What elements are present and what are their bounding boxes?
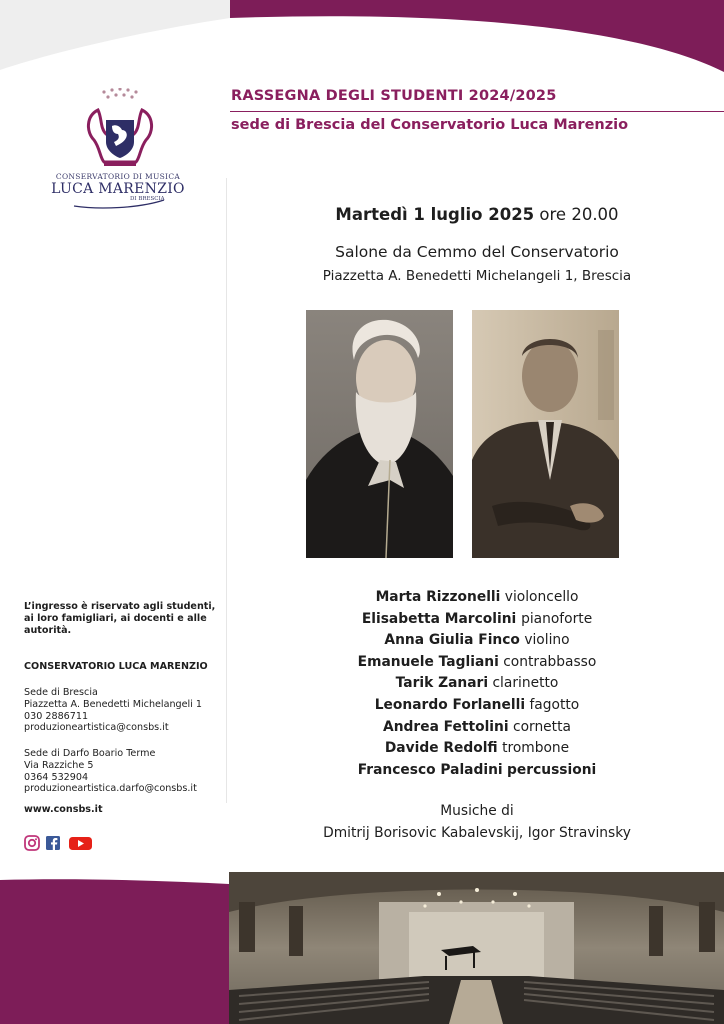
event-venue: Salone da Cemmo del Conservatorio — [335, 243, 619, 261]
social-icons — [24, 834, 94, 852]
composer-portrait-stravinsky — [472, 310, 619, 558]
darfo-contacts — [24, 748, 224, 795]
org-name: CONSERVATORIO LUCA MARENZIO — [24, 661, 208, 672]
performer-instrument: trombone — [502, 740, 570, 757]
facebook-icon[interactable] — [46, 836, 60, 850]
composer-portrait-brahms — [306, 310, 453, 558]
performer-name: Marta Rizzonelli — [375, 589, 501, 605]
music-section — [230, 801, 724, 844]
brescia-contacts — [24, 687, 224, 734]
performers-list — [230, 587, 724, 781]
performer-name: Anna Giulia Finco — [384, 632, 520, 649]
event-date — [230, 205, 724, 224]
performer-name: Davide Redolfi — [384, 740, 498, 757]
brescia-address: Piazzetta A. Benedetti Michelangeli 1 — [24, 698, 203, 710]
brescia-email: produzioneartistica@consbs.it — [24, 722, 169, 734]
darfo-phone: 0364 532904 — [24, 771, 89, 783]
performer-instrument: percussioni — [507, 761, 597, 778]
series-subtitle: sede di Brescia del Conservatorio Luca Marenzio — [231, 117, 629, 133]
performer-row — [230, 630, 724, 652]
performer-instrument: violino — [524, 632, 570, 649]
performer-name: Elisabetta Marcolini — [361, 610, 522, 627]
logo-line2: LUCA MARENZIO — [51, 181, 185, 197]
performer-instrument: clarinetto — [492, 675, 559, 692]
performer-instrument: fagotto — [529, 696, 580, 713]
darfo-address: Via Razziche 5 — [24, 759, 94, 771]
performer-row — [230, 587, 724, 609]
brescia-phone: 030 2886711 — [24, 710, 89, 722]
youtube-icon[interactable] — [69, 837, 92, 850]
music-heading: Musiche di — [440, 803, 514, 819]
darfo-label: Sede di Darfo Boario Terme — [24, 748, 156, 759]
performer-name: Leonardo Forlanelli — [374, 696, 526, 713]
event-address: Piazzetta A. Benedetti Michelangeli 1, Brescia — [322, 268, 632, 284]
performer-instrument: cornetta — [512, 718, 571, 735]
performer-row — [230, 652, 724, 674]
event-time: ore 20.00 — [539, 205, 619, 224]
performer-name: Tarik Zanari — [395, 675, 489, 692]
series-title: RASSEGNA DEGLI STUDENTI 2024/2025 — [231, 88, 557, 104]
performer-instrument: contrabbasso — [503, 653, 597, 670]
performer-row — [230, 673, 724, 695]
performer-row — [230, 695, 724, 717]
logo-line3: DI BRESCIA — [130, 196, 165, 202]
performer-instrument: pianoforte — [521, 610, 593, 627]
performer-row — [230, 760, 724, 782]
performer-name: Emanuele Tagliani — [357, 653, 499, 670]
instagram-icon[interactable] — [25, 836, 39, 850]
logo-line1: CONSERVATORIO DI MUSICA — [55, 172, 181, 181]
music-composers: Dmitrij Borisovic Kabalevskij, Igor Stravinsky — [323, 824, 631, 841]
website-link[interactable]: www.consbs.it — [24, 804, 103, 815]
performer-row — [230, 738, 724, 760]
performer-row — [230, 717, 724, 739]
entry-notice: L’ingresso è riservato agli studenti, ai loro famigliari, ai docenti e alle autorità. — [24, 601, 216, 636]
performer-name: Francesco Paladini — [357, 761, 503, 778]
darfo-email: produzioneartistica.darfo@consbs.it — [24, 783, 197, 795]
performer-instrument: violoncello — [504, 589, 579, 605]
brescia-label: Sede di Brescia — [24, 687, 98, 698]
header-divider — [230, 111, 724, 112]
performer-row — [230, 609, 724, 631]
concert-hall-photo — [229, 872, 724, 1024]
performer-name: Andrea Fettolini — [383, 718, 509, 735]
event-day: Martedì 1 luglio 2025 — [335, 205, 535, 224]
column-divider — [226, 178, 227, 803]
